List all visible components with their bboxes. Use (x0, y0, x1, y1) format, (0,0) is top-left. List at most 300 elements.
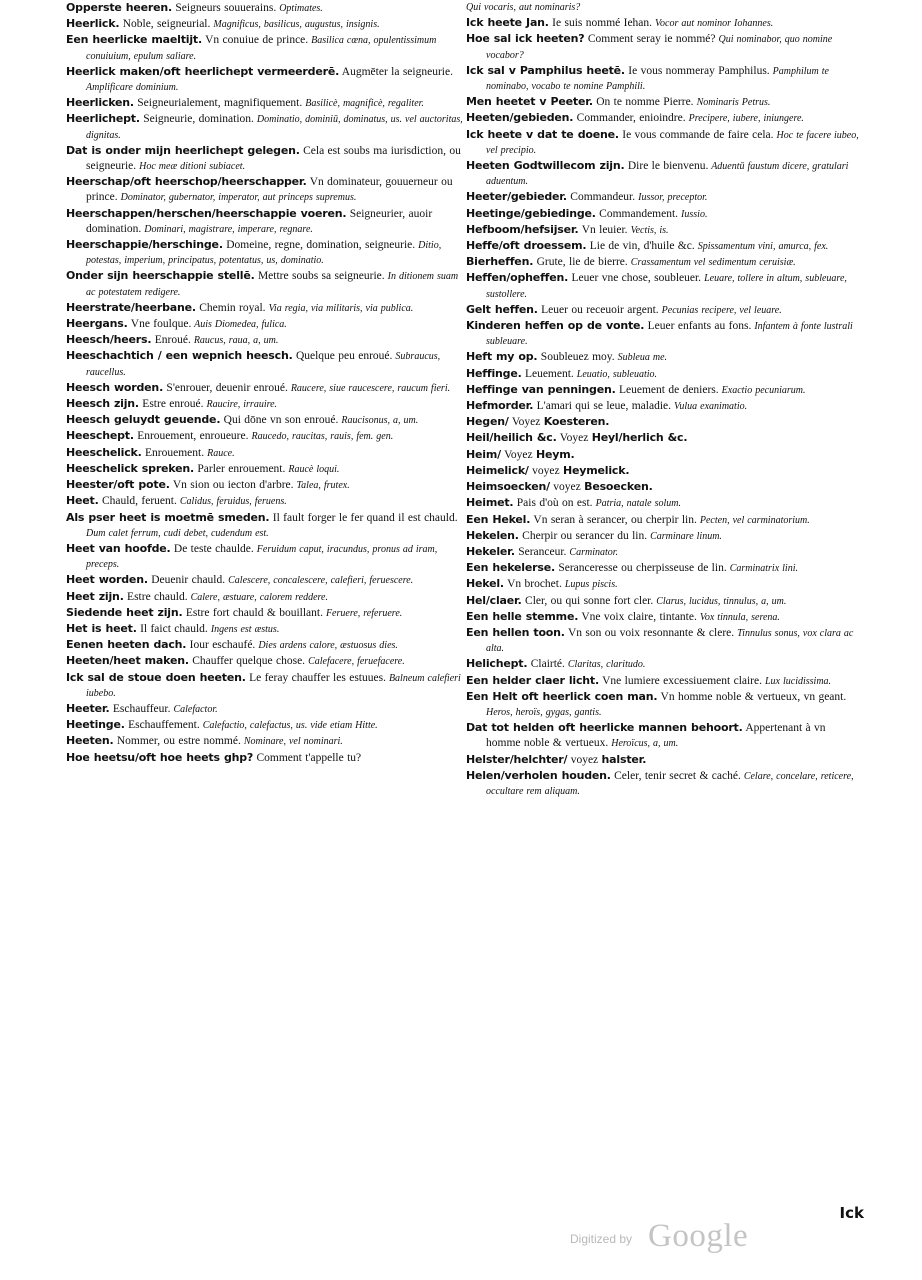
headword: Opperste heeren. (66, 1, 173, 14)
headword: Heerstrate/heerbane. (66, 300, 196, 314)
translation: Augmēter la seigneurie. (339, 65, 453, 78)
headword: Bierheffen. (466, 255, 534, 269)
dictionary-entry (466, 414, 862, 430)
translation: Iour eschaufé. (186, 639, 256, 652)
dictionary-entry (66, 750, 466, 766)
translation: Lie de vin, d'huile &c. (586, 240, 695, 253)
cross-reference: Heym. (536, 447, 575, 461)
headword: Heffe/oft droessem. (466, 239, 587, 253)
translation: Domeine, regne, domination, seigneurie. (222, 239, 416, 252)
translation: Le feray chauffer les estuues. (245, 671, 386, 684)
dictionary-entry (66, 111, 466, 142)
dictionary-entry (466, 609, 862, 625)
latin-gloss: Vulua exanimatio. (671, 401, 748, 413)
dictionary-entry (466, 349, 862, 365)
latin-gloss: Qui nominabor, quo nomine vocabor? (486, 34, 833, 61)
dictionary-entry (66, 16, 466, 32)
translation: Quelque peu enroué. (292, 350, 393, 363)
translation: Seigneurier, auoir domination. (86, 207, 433, 235)
dictionary-entry (466, 752, 862, 768)
latin-gloss: Raucisonus, a, um. (338, 415, 419, 427)
headword: Hekelen. (466, 528, 519, 542)
dictionary-entry (66, 733, 466, 749)
translation: Eschauffeur. (109, 702, 171, 715)
dictionary-entry (466, 63, 862, 94)
headword: Een hellen toon. (466, 625, 565, 639)
latin-gloss: Nominaris Petrus. (693, 97, 771, 109)
latin-gloss: Vox tinnula, serena. (696, 611, 780, 623)
dictionary-entry (466, 366, 862, 382)
headword: Heffen/opheffen. (466, 271, 569, 285)
latin-gloss: Calefacere, feruefacere. (305, 656, 405, 668)
latin-gloss: Carminatrix lini. (726, 563, 798, 575)
dictionary-entry (66, 670, 466, 701)
latin-gloss: Talea, frutex. (293, 480, 350, 492)
dictionary-entry (466, 593, 862, 609)
dictionary-entry (66, 143, 466, 174)
headword: Ick sal de stoue doen heeten. (66, 670, 246, 684)
latin-gloss: Optimates. (276, 3, 323, 14)
headword: Heimsoecken/ (466, 480, 550, 494)
latin-gloss: Raucedo, raucitas, rauis, fem. gen. (248, 431, 394, 443)
translation: Chauffer quelque chose. (188, 655, 306, 668)
dictionary-entry (466, 254, 862, 270)
latin-gloss: Carminare linum. (647, 530, 722, 542)
latin-gloss: Clarus, lucidus, tinnulus, a, um. (653, 595, 787, 607)
translation: Vn brochet. (503, 578, 562, 591)
headword: Heet van hoofde. (66, 541, 171, 555)
latin-gloss: Calefactor. (170, 703, 218, 715)
translation: Qui dōne vn son enroué. (220, 414, 339, 427)
dictionary-entry (466, 0, 862, 15)
dictionary-entry (66, 621, 466, 637)
translation: Vne foulque. (127, 318, 192, 331)
google-watermark: Google (648, 1218, 749, 1254)
latin-gloss: Aduentū faustum dicere, gratulari aduentum. (486, 161, 849, 188)
headword: Siedende heet zijn. (66, 605, 183, 619)
headword: Helen/verholen houden. (466, 768, 611, 782)
dictionary-entry (466, 31, 862, 62)
latin-gloss: Dum calet ferrum, cudi debet, cudendum est. (86, 527, 269, 539)
dictionary-entry (66, 300, 466, 316)
latin-gloss: Calere, æstuare, calorem reddere. (187, 591, 328, 603)
headword: Heft my op. (466, 350, 538, 364)
headword: Hefmorder. (466, 399, 534, 413)
translation: Nommer, ou estre nommé. (113, 735, 241, 748)
latin-gloss: Calefactio, calefactus, us. vide etiam Hitte. (199, 720, 378, 732)
translation: Dire le bienvenu. (624, 160, 709, 173)
dictionary-entry (66, 64, 466, 95)
dictionary-entry (466, 528, 862, 544)
dictionary-entry (466, 189, 862, 205)
headword: Een helle stemme. (466, 609, 579, 623)
headword: Heeschelick. (66, 445, 142, 459)
translation: De teste chaulde. (170, 542, 254, 555)
translation: Ie vous commande de faire cela. (618, 128, 774, 141)
dictionary-entry (466, 720, 862, 751)
dictionary-entry (466, 656, 862, 672)
latin-gloss: Dominator, gubernator, imperator, aut princeps supremus. (117, 192, 357, 204)
dictionary-entry (466, 222, 862, 238)
headword: Heeschept. (66, 429, 134, 443)
headword: Heerschap/oft heerschop/heerschapper. (66, 175, 307, 189)
dictionary-entry (466, 238, 862, 254)
catchword: Ick (839, 1204, 864, 1222)
headword: Heeten. (66, 734, 114, 748)
headword: Men heetet v Peeter. (466, 95, 593, 109)
headword: Heimelick/ (466, 463, 529, 477)
latin-gloss: Auis Diomedea, fulica. (191, 319, 287, 331)
translation: Vn sion ou iecton d'arbre. (169, 479, 294, 492)
translation: Seigneurs souuerains. (172, 2, 277, 14)
headword: Heesch geluydt geuende. (66, 413, 221, 427)
headword: Ick sal v Pamphilus heetē. (466, 63, 625, 77)
headword: Heim/ (466, 447, 501, 461)
latin-gloss: Vocor aut nominor Iohannes. (652, 18, 774, 30)
latin-gloss: Subleua me. (614, 352, 668, 364)
dictionary-entry (466, 544, 862, 560)
latin-gloss: Amplificare dominium. (86, 82, 179, 94)
cross-reference: halster. (601, 752, 647, 766)
headword: Dat tot helden oft heerlicke mannen behoort. (466, 721, 743, 735)
dictionary-entry (66, 589, 466, 605)
translation: Estre enroué. (138, 398, 204, 411)
latin-gloss: Crassamentum vel sedimentum ceruisiæ. (627, 257, 796, 269)
headword: Heeten Godtwillecom zijn. (466, 159, 625, 173)
dictionary-entry (66, 493, 466, 509)
dictionary-entry (66, 605, 466, 621)
dictionary-entry (66, 701, 466, 717)
translation: Seranceresse ou cherpisseuse de lin. (554, 562, 727, 575)
latin-gloss: Pecten, vel carminatorium. (696, 514, 810, 526)
latin-gloss: Rauce. (204, 447, 235, 459)
translation: Enroué. (151, 334, 191, 347)
headword: Heerlichept. (66, 112, 140, 126)
dictionary-entry (66, 461, 466, 477)
translation: Ie vous nommeray Pamphilus. (624, 64, 770, 77)
latin-gloss: Leuatio, subleuatio. (573, 368, 658, 380)
left-column (66, 0, 466, 766)
headword: Het is heet. (66, 621, 137, 635)
dictionary-entry (66, 653, 466, 669)
headword: Heerschappen/herschen/heerschappie voeren. (66, 206, 347, 220)
translation: Il faict chauld. (136, 622, 208, 635)
headword: Heffinge van penningen. (466, 382, 616, 396)
headword: Heil/heilich &c. (466, 431, 557, 445)
dictionary-entry (466, 479, 862, 495)
dictionary-entry (66, 510, 466, 541)
headword: Hefboom/hefsijser. (466, 222, 579, 236)
latin-gloss: Raucus, raua, a, um. (190, 335, 279, 347)
dictionary-entry (66, 445, 466, 461)
dictionary-entry (66, 0, 466, 16)
translation: Parler enrouement. (194, 462, 286, 475)
dictionary-entry (66, 348, 466, 379)
translation: L'amari qui se leue, maladie. (533, 400, 672, 413)
dictionary-entry (66, 237, 466, 268)
cross-reference: Besoecken. (584, 480, 653, 494)
headword: Heesch/heers. (66, 333, 152, 347)
translation: Vne lumiere excessiuement claire. (598, 674, 762, 687)
dictionary-entry (66, 32, 466, 63)
translation: Chauld, feruent. (98, 495, 177, 508)
dictionary-entry (466, 689, 862, 720)
translation: Voyez (556, 432, 592, 445)
translation: Comment t'appelle tu? (253, 751, 362, 764)
translation: Cela est soubs ma iurisdiction, ou seigneurie. (86, 144, 461, 173)
latin-gloss: Vectis, is. (627, 224, 669, 236)
latin-gloss: Calescere, concalescere, calefieri, feruescere. (225, 575, 414, 587)
translation: Eschauffement. (124, 719, 200, 732)
latin-gloss: Dominatio, dominiū, dominatus, us. vel auctoritas, dignitas. (86, 114, 463, 141)
translation: Cler, ou qui sonne fort cler. (521, 594, 654, 607)
dictionary-entry (66, 572, 466, 588)
headword: Helster/helchter/ (466, 752, 568, 766)
headword: Heetinge. (66, 718, 125, 732)
dictionary-entry (66, 380, 466, 396)
translation: Commandeur. (566, 191, 636, 204)
translation: Leuement de deniers. (615, 383, 719, 396)
headword: Kinderen heffen op de vonte. (466, 319, 645, 333)
dictionary-entry (466, 673, 862, 689)
translation: Noble, seigneurial. (119, 18, 211, 31)
dictionary-entry (466, 495, 862, 511)
dictionary-entry (66, 332, 466, 348)
latin-gloss: Pecunias recipere, vel leuare. (658, 304, 782, 316)
translation: Vne voix claire, tintante. (578, 610, 697, 623)
latin-gloss: Calidus, feruidus, feruens. (176, 496, 287, 508)
latin-gloss: Iussor, preceptor. (635, 192, 708, 204)
translation: Vn homme noble & vertueux, vn geant. (657, 690, 847, 703)
translation: Vn leuier. (578, 223, 628, 236)
latin-gloss: Ditio, potestas, imperium, principatus, potentatus, us, dominatio. (86, 240, 442, 267)
translation: voyez (549, 481, 585, 494)
headword: Heeten/gebieden. (466, 111, 574, 125)
latin-gloss: Precipere, iubere, iniungere. (685, 113, 804, 125)
dictionary-entry (466, 447, 862, 463)
dictionary-entry (66, 412, 466, 428)
translation: Comment seray ie nommé? (584, 33, 716, 46)
headword: Heeter. (66, 701, 110, 715)
dictionary-entry (466, 318, 862, 349)
dictionary-entry (66, 268, 466, 299)
headword: Een heerlicke maeltijt. (66, 33, 202, 47)
dictionary-entry (66, 428, 466, 444)
latin-gloss: Spissamentum vini, amurca, fex. (694, 241, 829, 253)
latin-gloss: Dominari, magistrare, imperare, regnare. (141, 223, 313, 235)
dictionary-entry (466, 463, 862, 479)
cross-reference: Koesteren. (543, 415, 610, 429)
latin-gloss: Infantem à fonte lustrali subleuare. (486, 321, 853, 348)
latin-gloss: Exactio pecuniarum. (718, 384, 806, 396)
dictionary-entry (66, 174, 466, 205)
headword: Hekel. (466, 577, 504, 591)
translation: Vn dominateur, gouuerneur ou prince. (86, 176, 453, 204)
headword: Heesch zijn. (66, 397, 139, 411)
latin-gloss: Hoc te facere iubeo, vel precipio. (486, 129, 859, 156)
digitized-by-label: Digitized by (570, 1232, 633, 1246)
dictionary-entry (466, 560, 862, 576)
dictionary-entry (66, 316, 466, 332)
translation: Leuer ou receuoir argent. (537, 303, 659, 316)
translation: S'enrouer, deuenir enroué. (163, 381, 288, 394)
latin-gloss: Patria, natale solum. (592, 498, 682, 510)
headword: Eenen heeten dach. (66, 638, 187, 652)
headword: Een helder claer licht. (466, 673, 599, 687)
latin-gloss: Via regia, via militaris, via publica. (265, 302, 414, 314)
headword: Heester/oft pote. (66, 478, 170, 492)
translation: Celer, tenir secret & caché. (610, 769, 741, 782)
latin-gloss: Magnificus, basilicus, augustus, insignis. (210, 19, 380, 31)
translation: Estre chauld. (123, 590, 188, 603)
translation: voyez (528, 464, 563, 477)
latin-gloss: Heros, heroïs, gygas, gantis. (486, 706, 602, 718)
latin-gloss: Dies ardens calore, æstuosus dies. (255, 640, 398, 652)
translation: Mettre soubs sa seigneurie. (254, 270, 385, 283)
headword: Heimet. (466, 496, 514, 510)
headword: Heerlick. (66, 17, 120, 31)
translation: Soubleuez moy. (537, 351, 615, 364)
latin-gloss: Raucè loqui. (285, 463, 340, 475)
dictionary-entry (66, 541, 466, 572)
headword: Ick heete Jan. (466, 16, 549, 30)
cross-reference: Heymelick. (562, 463, 630, 477)
dictionary-entry (466, 382, 862, 398)
dictionary-entry (66, 396, 466, 412)
dictionary-entry (466, 768, 862, 799)
latin-gloss: Tinnulus sonus, vox clara ac alta. (486, 627, 854, 655)
translation: Leuer vne chose, soubleuer. (568, 272, 702, 285)
headword: Een hekelerse. (466, 561, 555, 575)
dictionary-entry (66, 477, 466, 493)
latin-gloss: Raucere, siue raucescere, raucum fieri. (287, 382, 451, 394)
translation: Vn son ou voix resonnante & clere. (564, 626, 735, 639)
translation: Ie suis nommé Iehan. (548, 17, 653, 30)
dictionary-entry (466, 15, 862, 31)
translation: Grute, lie de bierre. (533, 256, 628, 269)
dictionary-entry (466, 398, 862, 414)
translation: Vn seran à serancer, ou cherpir lin. (530, 513, 697, 526)
latin-gloss: Hoc meæ ditioni subiacet. (136, 161, 246, 173)
dictionary-entry (466, 158, 862, 189)
translation: Voyez (508, 416, 544, 429)
headword: Hel/claer. (466, 593, 522, 607)
translation: Vn conuiue de prince. (201, 34, 309, 47)
translation: Enrouement, enroueure. (133, 430, 249, 443)
headword: Een Helt oft heerlick coen man. (466, 689, 658, 703)
dictionary-entry (466, 625, 862, 656)
cross-reference: Heyl/herlich &c. (591, 431, 688, 445)
headword: Heesch worden. (66, 380, 164, 394)
headword: Heergans. (66, 317, 128, 331)
latin-gloss: Heroïcus, a, um. (608, 738, 679, 750)
latin-gloss: Subraucus, raucellus. (86, 351, 441, 378)
dictionary-entry (66, 717, 466, 733)
dictionary-entry (66, 206, 466, 237)
headword: Heeschelick spreken. (66, 461, 194, 475)
latin-gloss: Raucire, irrauire. (203, 399, 278, 411)
latin-gloss: Leuare, tollere in altum, subleuare, sustollere. (486, 273, 847, 300)
translation: Voyez (500, 448, 536, 461)
translation: Enrouement. (141, 446, 205, 459)
headword: Heerlick maken/oft heerlichept vermeerderē. (66, 64, 340, 78)
dictionary-entry (466, 302, 862, 318)
latin-gloss: Carminator. (566, 546, 619, 558)
translation: Appertenant à vn homme noble & vertueux. (486, 722, 826, 750)
dictionary-entry (466, 127, 862, 158)
latin-gloss: Feruidum caput, iracundus, pronus ad iram, preceps. (86, 543, 438, 571)
headword: Heeten/heet maken. (66, 654, 189, 668)
translation: Seigneurie, domination. (139, 113, 254, 126)
latin-gloss: Lupus piscis. (561, 579, 618, 591)
headword: Dat is onder mijn heerlichept gelegen. (66, 143, 300, 157)
dictionary-entry (466, 94, 862, 110)
translation: voyez (567, 753, 602, 766)
latin-gloss: Nominare, vel nominari. (240, 736, 343, 748)
latin-gloss: Balneum calefieri iubebo. (86, 672, 461, 699)
dictionary-entry (466, 206, 862, 222)
headword: Hoe sal ick heeten? (466, 32, 585, 46)
latin-gloss: Pamphilum te nominabo, vocabo te nomine Pamphili. (486, 65, 829, 93)
translation: Pais d'où on est. (513, 497, 593, 510)
headword: Helichept. (466, 657, 528, 671)
latin-gloss: Celare, concelare, reticere, occultare rem aliquam. (486, 770, 854, 797)
translation: Chemin royal. (195, 301, 266, 314)
latin-gloss: Ingens est æstus. (207, 623, 280, 635)
latin-gloss: Qui vocaris, aut nominaris? (466, 2, 581, 13)
headword: Hekeler. (466, 544, 515, 558)
latin-gloss: Basilica cœna, opulentissimum conuiuium, epulum saliare. (86, 35, 437, 62)
headword: Heetinge/gebiedinge. (466, 206, 596, 220)
headword: Heet. (66, 494, 99, 508)
headword: Heet zijn. (66, 589, 124, 603)
right-column (466, 0, 862, 799)
headword: Ick heete v dat te doene. (466, 127, 619, 141)
headword: Gelt heffen. (466, 302, 538, 316)
latin-gloss: Iussio. (678, 208, 708, 220)
translation: Leuer enfants au fons. (644, 320, 752, 333)
translation: Il fault forger le fer quand il est chauld. (269, 511, 458, 524)
dictionary-entry (66, 95, 466, 111)
latin-gloss: Lux lucidissima. (762, 675, 832, 687)
headword: Onder sijn heerschappie stellē. (66, 269, 255, 283)
headword: Heerlicken. (66, 96, 134, 110)
dictionary-entry (466, 512, 862, 528)
translation: Leuement. (521, 367, 574, 380)
headword: Als pser heet is moetmē smeden. (66, 510, 270, 524)
translation: Commander, enioindre. (573, 112, 686, 125)
latin-gloss: Feruere, referuere. (322, 607, 403, 619)
dictionary-entry (466, 576, 862, 592)
headword: Een Hekel. (466, 512, 531, 526)
headword: Heerschappie/herschinge. (66, 238, 223, 252)
translation: Seigneurialement, magnifiquement. (133, 97, 303, 110)
headword: Heet worden. (66, 573, 148, 587)
latin-gloss: In ditionem suam ac potestatem redigere. (86, 271, 459, 298)
translation: Seranceur. (514, 545, 567, 558)
dictionary-entry (66, 637, 466, 653)
headword: Heeschachtich / een wepnich heesch. (66, 349, 293, 363)
translation: Estre fort chauld & bouillant. (182, 606, 323, 619)
headword: Hegen/ (466, 415, 509, 429)
translation: Commandement. (595, 207, 679, 220)
headword: Heeter/gebieder. (466, 190, 567, 204)
dictionary-entry (466, 110, 862, 126)
translation: Deuenir chauld. (147, 574, 226, 587)
headword: Heffinge. (466, 366, 522, 380)
headword: Hoe heetsu/oft hoe heets ghp? (66, 750, 254, 764)
translation: Clairté. (527, 658, 565, 671)
